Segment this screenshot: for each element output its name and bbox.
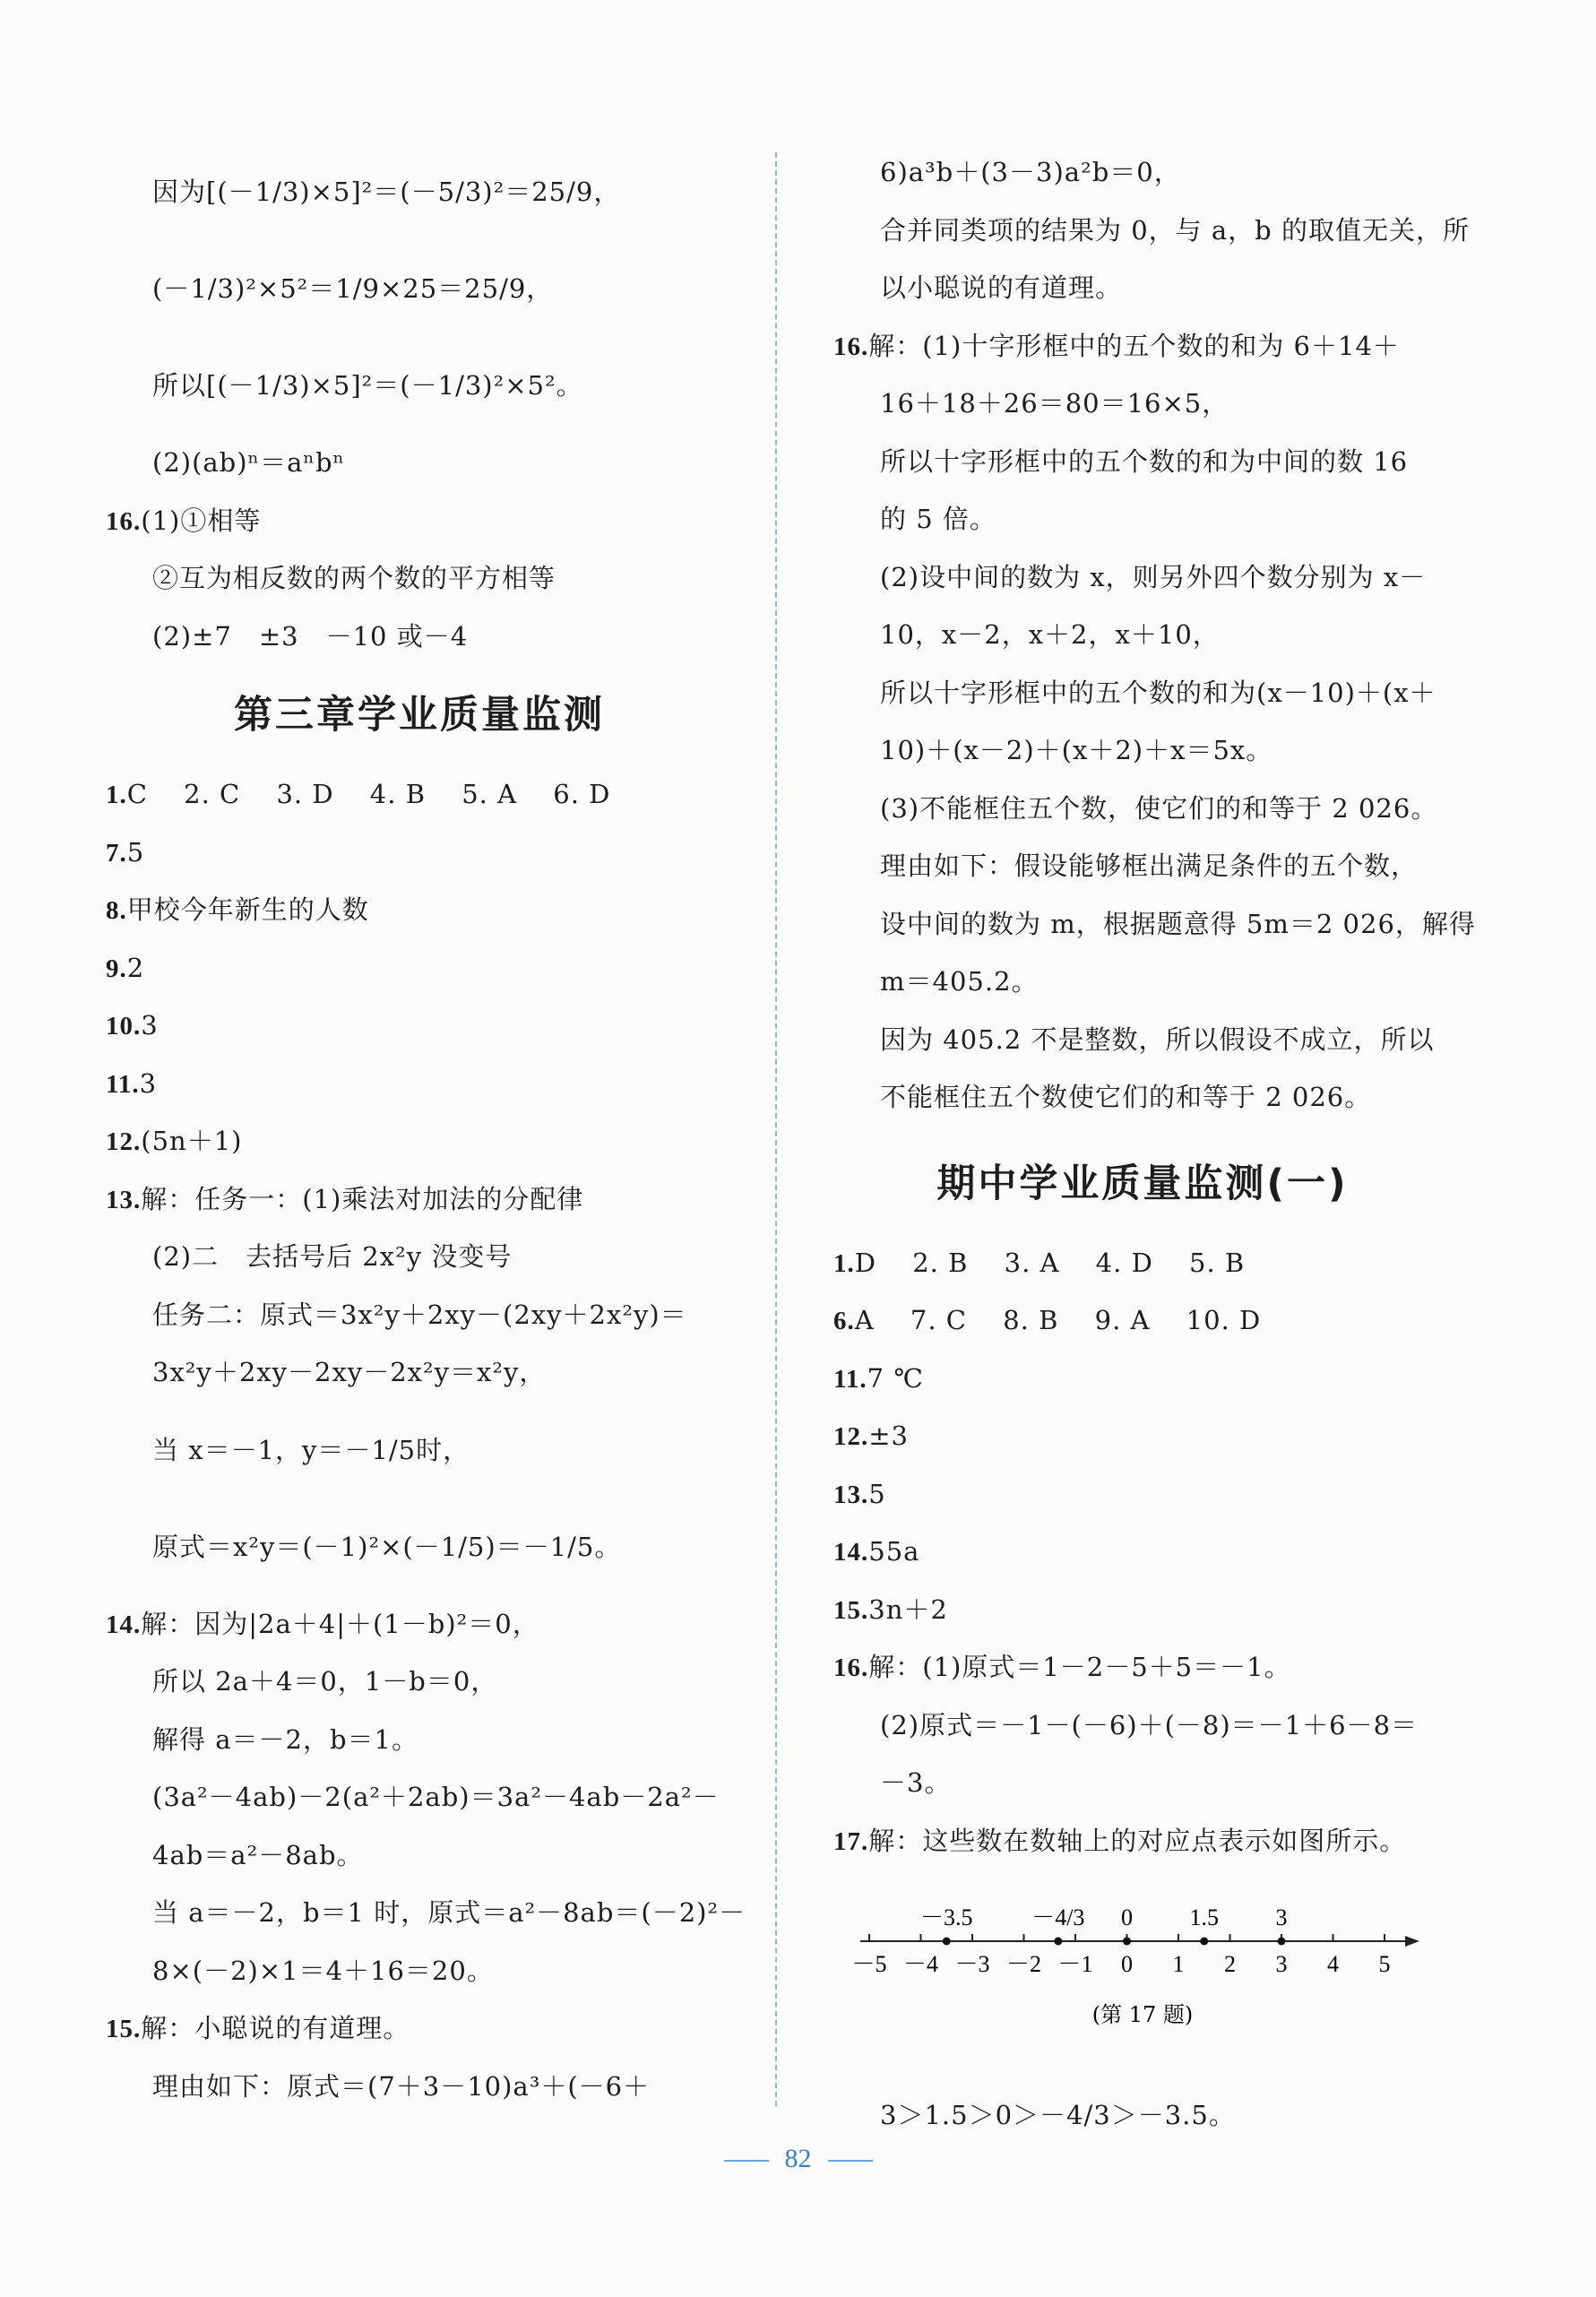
answer-text: (2)原式＝－1－(－6)＋(－8)＝－1＋6－8＝	[880, 1709, 1419, 1740]
answer-text: 解得 a＝－2，b＝1。	[152, 1723, 418, 1755]
answer-text: 因为[(－1/3)×5]²＝(－5/3)²＝25/9，	[152, 177, 621, 207]
tick-label: －1	[1057, 1951, 1093, 1977]
answer-text: 当 a＝－2，b＝1 时，原式＝a²－8ab＝(－2)²－	[152, 1897, 746, 1928]
solution-line	[833, 953, 1452, 1011]
answer-text: 所以十字形框中的五个数的和为中间的数 16	[880, 445, 1409, 477]
answer-text: 理由如下：原式＝(7＋3－10)a³＋(－6＋	[152, 2070, 651, 2102]
answer-item	[833, 1234, 1452, 1292]
question-number: 1.	[106, 781, 127, 809]
solution-line	[833, 143, 1452, 202]
answer-text: 解：小聪说的有道理。	[141, 2013, 410, 2043]
answer-text: 因为 405.2 不是整数，所以假设不成立，所以	[880, 1023, 1435, 1055]
answer-item	[106, 1999, 733, 2058]
answer-item	[106, 1112, 733, 1170]
answer-item	[833, 1465, 1452, 1524]
answer-text: (2)±7 ±3 －10 或－4	[152, 620, 469, 652]
left-answer-list	[106, 765, 746, 2115]
tick-label: －5	[851, 1951, 887, 1977]
answer-text: 解：(1)原式＝1－2－5＋5＝－1。	[868, 1652, 1291, 1682]
answer-text: C 2. C 3. D 4. B 5. A 6. D	[126, 779, 611, 809]
number-line-figure	[833, 1870, 1452, 2067]
page-number: 82	[784, 2144, 812, 2173]
answer-text: ±3	[868, 1421, 909, 1451]
solution-line	[833, 837, 1452, 895]
answer-text: 4ab＝a²－8ab。	[152, 1839, 364, 1870]
answer-text: 解：因为|2a＋4|＋(1－b)²＝0，	[141, 1608, 539, 1639]
question-number: 11.	[106, 1069, 140, 1099]
answer-text: 解：(1)十字形框中的五个数的和为 6＋14＋	[868, 330, 1400, 361]
solution-line	[106, 1343, 733, 1402]
answer-text: 55a	[868, 1536, 920, 1567]
number-line-svg	[833, 1870, 1452, 2058]
solution-line	[106, 1402, 733, 1498]
answer-item	[833, 1523, 1452, 1581]
answer-text: D 2. B 3. A 4. D 5. B	[854, 1247, 1246, 1278]
answer-item	[833, 1812, 1452, 1870]
question-number: 12.	[833, 1422, 869, 1451]
question-number: 12.	[106, 1127, 142, 1156]
solution-line	[833, 490, 1452, 548]
column-divider	[775, 152, 777, 2106]
question-number: 8.	[106, 896, 127, 925]
tick-label: －3	[954, 1951, 990, 1977]
tick-label: －2	[1005, 1951, 1042, 1977]
solution-line	[833, 721, 1452, 780]
answer-text: 当 x＝－1，y＝－1/5时，	[152, 1434, 470, 1465]
answer-text: 解：任务一：(1)乘法对加法的分配律	[141, 1183, 584, 1214]
question-number: 1.	[833, 1248, 855, 1278]
conclusion-line: 3＞1.5＞0＞－4/3＞－3.5。	[880, 2100, 1236, 2130]
solution-line	[106, 608, 733, 666]
section-title-chapter3: 第三章学业质量监测	[234, 693, 605, 738]
question-number: 16.	[833, 1654, 869, 1682]
answer-item	[106, 939, 733, 997]
answer-item	[106, 1055, 733, 1113]
answer-text: (－1/3)²×5²＝1/9×25＝25/9，	[152, 273, 554, 304]
answer-item	[106, 492, 733, 550]
answer-item	[833, 1407, 1452, 1465]
answer-item	[106, 824, 733, 882]
solution-line	[106, 143, 733, 240]
solution-line	[833, 548, 1452, 607]
answer-text: 16＋18＋26＝80＝16×5，	[880, 388, 1229, 419]
right-answer-list	[833, 1234, 1452, 1870]
solution-line	[833, 1697, 1452, 1755]
question-number: 17.	[833, 1826, 869, 1856]
answer-text: 合并同类项的结果为 0，与 a，b 的取值无关，所	[880, 214, 1470, 246]
solution-line	[106, 434, 733, 492]
question-number: 16.	[106, 506, 142, 536]
answer-text: 3x²y＋2xy－2xy－2x²y＝x²y，	[152, 1357, 547, 1387]
solution-line	[106, 1711, 733, 1769]
answer-text: 2	[126, 952, 145, 983]
answer-text: 3	[141, 1010, 159, 1041]
answer-text: (5n＋1)	[141, 1126, 243, 1156]
point-marker	[1200, 1938, 1208, 1946]
solution-line	[833, 780, 1452, 838]
solution-line	[106, 240, 733, 337]
answer-text: 设中间的数为 m，根据题意得 5m＝2 026，解得	[880, 908, 1476, 939]
answer-text: (1)①相等	[141, 505, 262, 536]
footer-dash-right	[828, 2160, 873, 2162]
question-number: 16.	[833, 332, 869, 361]
solution-line	[106, 2058, 733, 2116]
answer-text: (2)设中间的数为 x，则另外四个数分别为 x－	[880, 561, 1427, 592]
answer-text: 的 5 倍。	[880, 504, 996, 534]
answer-text: 甲校今年新生的人数	[126, 894, 369, 925]
solution-line	[106, 1228, 733, 1286]
solution-line	[833, 375, 1452, 433]
right-solution-lines	[833, 143, 1476, 1127]
question-number: 14.	[106, 1610, 142, 1639]
point-label: －3.5	[919, 1904, 973, 1930]
point-label: 0	[1121, 1904, 1133, 1930]
answer-text: 以小聪说的有道理。	[880, 272, 1123, 303]
answer-text: 解：这些数在数轴上的对应点表示如图所示。	[868, 1825, 1407, 1856]
question-number: 9.	[106, 954, 127, 983]
solution-line	[833, 1068, 1452, 1127]
tick-label: 5	[1378, 1951, 1391, 1977]
solution-line	[833, 259, 1452, 317]
solution-line	[106, 1653, 733, 1711]
answer-text: 不能框住五个数使它们的和等于 2 026。	[880, 1082, 1372, 1112]
solution-line	[833, 1754, 1452, 1812]
answer-text: 3n＋2	[868, 1593, 948, 1625]
answer-text: 理由如下：假设能够框出满足条件的五个数，	[880, 851, 1419, 881]
solution-line	[106, 1286, 733, 1344]
answer-text: 所以十字形框中的五个数的和为(x－10)＋(x＋	[880, 677, 1436, 708]
answer-item	[833, 1638, 1452, 1697]
answer-item	[106, 765, 733, 824]
answer-text: ②互为相反数的两个数的平方相等	[152, 563, 556, 593]
solution-line	[833, 202, 1470, 260]
question-number: 15.	[833, 1595, 869, 1625]
answer-item	[106, 1595, 733, 1654]
solution-line	[106, 1942, 733, 2000]
question-number: 7.	[106, 838, 127, 868]
answer-text: －3。	[880, 1767, 952, 1798]
answer-text: 任务二：原式＝3x²y＋2xy－(2xy＋2x²y)＝	[152, 1299, 687, 1330]
question-number: 13.	[106, 1185, 142, 1214]
answer-text: 5	[126, 836, 145, 868]
tick-label: 1	[1172, 1951, 1185, 1977]
answer-text: 5	[868, 1478, 886, 1509]
page-footer	[0, 2144, 1596, 2174]
tick-label: －4	[902, 1951, 939, 1977]
answer-item	[833, 1350, 1452, 1408]
answer-item	[833, 317, 1452, 376]
point-marker	[1278, 1938, 1286, 1946]
point-marker	[1054, 1938, 1062, 1946]
question-number: 14.	[833, 1538, 869, 1567]
solution-line	[833, 664, 1452, 722]
solution-line	[106, 337, 733, 434]
tick-label: 2	[1224, 1951, 1236, 1977]
right-column	[833, 143, 1476, 2163]
solution-line	[106, 1826, 733, 1885]
answer-text: m＝405.2。	[880, 966, 1039, 997]
solution-line	[833, 1011, 1452, 1069]
answer-text: 3	[139, 1067, 158, 1099]
answer-text: 8×(－2)×1＝4＋16＝20。	[152, 1955, 494, 1986]
point-label: 3	[1275, 1904, 1288, 1930]
solution-line	[106, 1884, 746, 1942]
answer-text: 所以[(－1/3)×5]²＝(－1/3)²×5²。	[152, 370, 583, 401]
tick-label: 4	[1327, 1951, 1339, 1977]
answer-text: 10)＋(x－2)＋(x＋2)＋x＝5x。	[880, 735, 1273, 765]
solution-line	[833, 895, 1476, 954]
answer-text: A 7. C 8. B 9. A 10. D	[854, 1305, 1262, 1335]
left-column	[106, 143, 746, 2115]
answer-text: 所以 2a＋4＝0，1－b＝0，	[152, 1666, 498, 1697]
point-label: －4/3	[1031, 1904, 1085, 1930]
figure-caption: (第 17 题)	[1091, 2002, 1194, 2027]
answer-text: 7 ℃	[867, 1362, 924, 1394]
solution-line	[833, 433, 1452, 491]
left-solution-lines	[106, 143, 733, 665]
answer-text: 原式＝x²y＝(－1)²×(－1/5)＝－1/5。	[152, 1531, 622, 1562]
point-marker	[943, 1938, 951, 1946]
solution-line	[106, 1498, 733, 1595]
answer-item	[106, 881, 733, 939]
answer-text: 10，x－2，x＋2，x＋10，	[880, 619, 1220, 650]
axis-arrow	[1405, 1936, 1419, 1947]
solution-line	[106, 549, 733, 608]
tick-label: 3	[1275, 1951, 1288, 1977]
answer-text: (2)二 去括号后 2x²y 没变号	[152, 1241, 513, 1272]
tick-label: 0	[1121, 1951, 1133, 1977]
answer-item	[833, 1291, 1452, 1350]
answer-text: 6)a³b＋(3－3)a²b＝0，	[880, 157, 1181, 187]
question-number: 15.	[106, 2015, 142, 2043]
point-label: 1.5	[1189, 1904, 1219, 1930]
solution-line	[833, 606, 1452, 664]
solution-line	[106, 1768, 733, 1826]
point-marker	[1123, 1938, 1131, 1946]
answer-item	[106, 997, 733, 1055]
answer-item	[833, 1581, 1452, 1639]
question-number: 10.	[106, 1012, 142, 1041]
answer-text: (2)(ab)ⁿ＝aⁿbⁿ	[152, 447, 346, 478]
question-number: 11.	[833, 1364, 867, 1394]
section-title-midterm: 期中学业质量监测(一)	[936, 1161, 1349, 1206]
question-number: 13.	[833, 1480, 869, 1509]
answer-item	[106, 1170, 733, 1229]
footer-dash-left	[724, 2160, 769, 2162]
answer-text: (3a²－4ab)－2(a²＋2ab)＝3a²－4ab－2a²－	[152, 1782, 720, 1812]
answer-text: (3)不能框住五个数，使它们的和等于 2 026。	[880, 792, 1438, 824]
question-number: 6.	[833, 1307, 855, 1335]
